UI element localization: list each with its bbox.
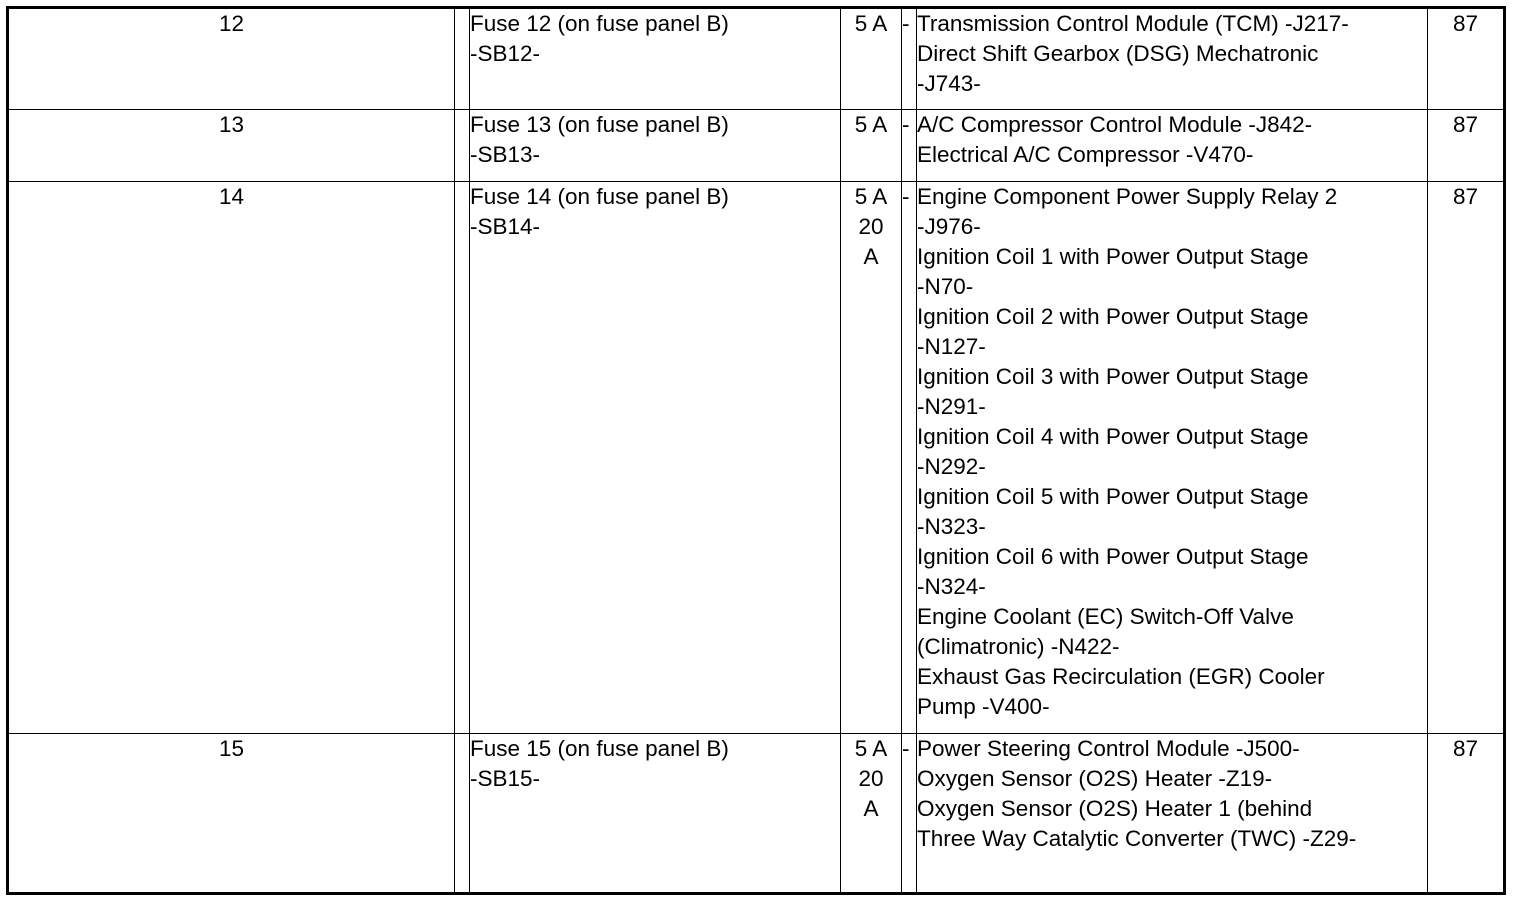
table-row: [8, 182, 1505, 734]
fuse-assignment-table: [6, 6, 1506, 895]
cell-text-line: 5 A: [854, 184, 888, 209]
cell-text-line: Ignition Coil 2 with Power Output Stage: [917, 304, 1309, 329]
cell-text-line: Ignition Coil 4 with Power Output Stage: [917, 424, 1309, 449]
cell-text-line: Pump -V400-: [917, 694, 1050, 719]
table-row: [8, 8, 1505, 110]
terminal-cell: 87: [1428, 8, 1505, 110]
fuse-rating-cell: [841, 182, 902, 734]
cell-text-line: -SB13-: [470, 142, 541, 167]
mark-cell: -: [902, 734, 917, 894]
component-cell: [917, 182, 1428, 734]
cell-text-line: Ignition Coil 6 with Power Output Stage: [917, 544, 1309, 569]
cell-text-line: Fuse 14 (on fuse panel B): [470, 184, 729, 209]
terminal-cell: 87: [1428, 110, 1505, 182]
fuse-number-cell: 13: [8, 110, 455, 182]
fuse-description-cell: [470, 182, 841, 734]
terminal-cell: 87: [1428, 734, 1505, 894]
cell-text-line: Ignition Coil 3 with Power Output Stage: [917, 364, 1309, 389]
cell-text-line: Engine Coolant (EC) Switch-Off Valve: [917, 604, 1294, 629]
cell-text-line: A: [863, 796, 879, 821]
table-row: [8, 110, 1505, 182]
cell-text-line: Engine Component Power Supply Relay 2: [917, 184, 1338, 209]
cell-text-line: Oxygen Sensor (O2S) Heater -Z19-: [917, 766, 1273, 791]
cell-text-line: A: [863, 244, 879, 269]
cell-text-line: -N323-: [917, 514, 986, 539]
table-body: [8, 8, 1505, 894]
cell-text-line: -SB14-: [470, 214, 541, 239]
table-row: [8, 734, 1505, 894]
cell-text-line: -N127-: [917, 334, 986, 359]
cell-text-line: 20: [858, 766, 884, 791]
mark-cell: -: [902, 8, 917, 110]
cell-text-line: Oxygen Sensor (O2S) Heater 1 (behind: [917, 796, 1313, 821]
cell-text-line: -J743-: [917, 71, 981, 96]
fuse-description-cell: [470, 734, 841, 894]
cell-text-line: Ignition Coil 5 with Power Output Stage: [917, 484, 1309, 509]
cell-text-line: Fuse 13 (on fuse panel B): [470, 112, 729, 137]
cell-text-line: Power Steering Control Module -J500-: [917, 736, 1300, 761]
spacer-cell: [455, 734, 470, 894]
mark-cell: -: [902, 182, 917, 734]
cell-text-line: -J976-: [917, 214, 981, 239]
fuse-number-cell: 12: [8, 8, 455, 110]
cell-text-line: -N291-: [917, 394, 986, 419]
cell-text-line: Fuse 12 (on fuse panel B): [470, 11, 729, 36]
cell-text-line: -N70-: [917, 274, 974, 299]
fuse-description-cell: [470, 110, 841, 182]
fuse-rating-cell: [841, 8, 902, 110]
fuse-rating-cell: [841, 734, 902, 894]
cell-text-line: 5 A: [854, 736, 888, 761]
spacer-cell: [455, 182, 470, 734]
fuse-description-cell: [470, 8, 841, 110]
cell-text-line: (Climatronic) -N422-: [917, 634, 1120, 659]
cell-text-line: 5 A: [854, 11, 888, 36]
fuse-number-cell: 14: [8, 182, 455, 734]
cell-text-line: A/C Compressor Control Module -J842-: [917, 112, 1313, 137]
cell-text-line: -SB15-: [470, 766, 541, 791]
cell-text-line: Three Way Catalytic Converter (TWC) -Z29-: [917, 826, 1357, 851]
component-cell: [917, 8, 1428, 110]
cell-text-line: Electrical A/C Compressor -V470-: [917, 142, 1254, 167]
spacer-cell: [455, 110, 470, 182]
cell-text-line: 5 A: [854, 112, 888, 137]
component-cell: [917, 110, 1428, 182]
cell-text-line: -N324-: [917, 574, 986, 599]
component-cell: [917, 734, 1428, 894]
fuse-rating-cell: [841, 110, 902, 182]
cell-text-line: Transmission Control Module (TCM) -J217-: [917, 11, 1349, 36]
terminal-cell: 87: [1428, 182, 1505, 734]
cell-text-line: Ignition Coil 1 with Power Output Stage: [917, 244, 1309, 269]
mark-cell: -: [902, 110, 917, 182]
fuse-number-cell: 15: [8, 734, 455, 894]
cell-text-line: Fuse 15 (on fuse panel B): [470, 736, 729, 761]
cell-text-line: Direct Shift Gearbox (DSG) Mechatronic: [917, 41, 1319, 66]
spacer-cell: [455, 8, 470, 110]
cell-text-line: 20: [858, 214, 884, 239]
cell-text-line: -SB12-: [470, 41, 541, 66]
cell-text-line: Exhaust Gas Recirculation (EGR) Cooler: [917, 664, 1325, 689]
cell-text-line: -N292-: [917, 454, 986, 479]
